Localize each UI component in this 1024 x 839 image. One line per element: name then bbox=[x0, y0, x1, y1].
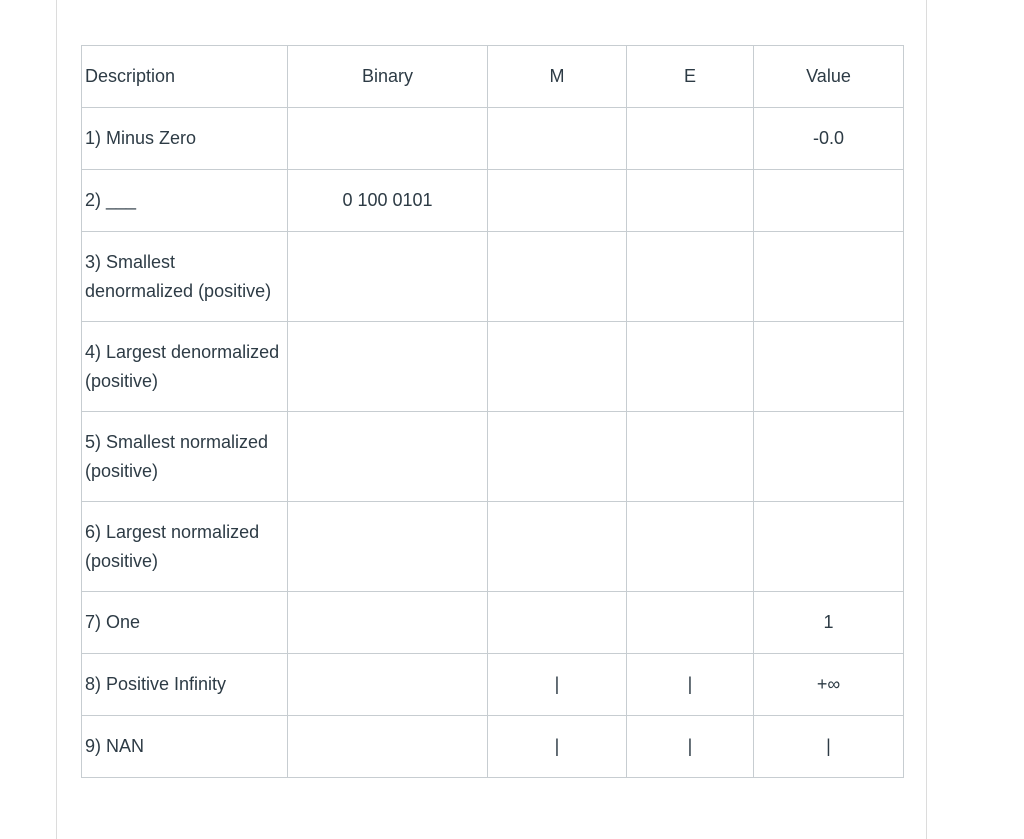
table-row bbox=[82, 592, 904, 654]
row-binary bbox=[288, 654, 488, 716]
row-description: 7) One bbox=[82, 592, 288, 654]
table-row bbox=[82, 232, 904, 322]
header-binary: Binary bbox=[288, 46, 488, 108]
row-e bbox=[627, 232, 754, 322]
row-m bbox=[488, 412, 627, 502]
row-binary: 0 100 0101 bbox=[288, 170, 488, 232]
row-value: | bbox=[754, 716, 904, 778]
table-row bbox=[82, 654, 904, 716]
row-description: 3) Smallest denormalized (positive) bbox=[82, 232, 288, 322]
row-binary bbox=[288, 232, 488, 322]
table-row bbox=[82, 716, 904, 778]
row-m: | bbox=[488, 716, 627, 778]
row-value: -0.0 bbox=[754, 108, 904, 170]
row-e bbox=[627, 322, 754, 412]
row-e bbox=[627, 502, 754, 592]
header-e: E bbox=[627, 46, 754, 108]
row-e bbox=[627, 108, 754, 170]
row-e bbox=[627, 170, 754, 232]
row-value bbox=[754, 502, 904, 592]
table-row bbox=[82, 108, 904, 170]
row-description: 2) ___ bbox=[82, 170, 288, 232]
ieee-float-table bbox=[81, 45, 904, 778]
row-m bbox=[488, 592, 627, 654]
row-binary bbox=[288, 716, 488, 778]
row-description: 8) Positive Infinity bbox=[82, 654, 288, 716]
row-value bbox=[754, 170, 904, 232]
row-binary bbox=[288, 592, 488, 654]
row-m: | bbox=[488, 654, 627, 716]
header-m: M bbox=[488, 46, 627, 108]
row-e bbox=[627, 592, 754, 654]
table-row bbox=[82, 170, 904, 232]
table-row bbox=[82, 412, 904, 502]
row-e: | bbox=[627, 654, 754, 716]
table-row bbox=[82, 502, 904, 592]
header-value: Value bbox=[754, 46, 904, 108]
row-e bbox=[627, 412, 754, 502]
row-e: | bbox=[627, 716, 754, 778]
row-binary bbox=[288, 322, 488, 412]
row-binary bbox=[288, 502, 488, 592]
row-binary bbox=[288, 108, 488, 170]
row-description: 4) Largest denormalized (positive) bbox=[82, 322, 288, 412]
row-binary bbox=[288, 412, 488, 502]
row-value bbox=[754, 232, 904, 322]
row-description: 9) NAN bbox=[82, 716, 288, 778]
row-description: 1) Minus Zero bbox=[82, 108, 288, 170]
row-m bbox=[488, 108, 627, 170]
row-m bbox=[488, 502, 627, 592]
row-description: 5) Smallest normalized (positive) bbox=[82, 412, 288, 502]
row-value: +∞ bbox=[754, 654, 904, 716]
row-value bbox=[754, 412, 904, 502]
row-description: 6) Largest normalized (positive) bbox=[82, 502, 288, 592]
row-m bbox=[488, 232, 627, 322]
row-value bbox=[754, 322, 904, 412]
header-description: Description bbox=[82, 46, 288, 108]
row-m bbox=[488, 322, 627, 412]
row-m bbox=[488, 170, 627, 232]
row-value: 1 bbox=[754, 592, 904, 654]
table-row bbox=[82, 322, 904, 412]
header-row bbox=[82, 46, 904, 108]
